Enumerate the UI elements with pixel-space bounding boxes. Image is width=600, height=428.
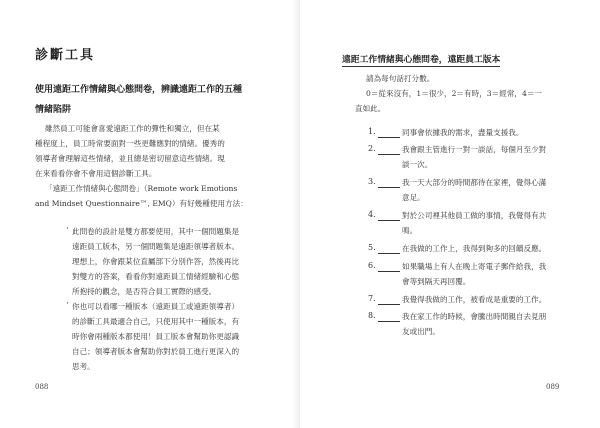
bullet-line: 思考。 bbox=[72, 362, 95, 371]
intro-line: 種程度上，員工時常要面對一些更難應對的情緒。優秀的 bbox=[35, 139, 225, 148]
score-blank[interactable] bbox=[378, 271, 400, 272]
score-blank[interactable] bbox=[378, 154, 400, 155]
bullet-line: 此問卷的設計是雙方都要使用，其中一個問題集是 bbox=[72, 227, 240, 236]
item-text: 同事會依據我的需求，盡量支援我。 bbox=[402, 128, 524, 137]
bullet-dot: · bbox=[66, 224, 69, 234]
page-number-left: 088 bbox=[35, 383, 49, 391]
right-page bbox=[300, 0, 600, 428]
item-text: 友或出門。 bbox=[402, 327, 440, 336]
item-number: 6. bbox=[368, 261, 376, 270]
lead-heading-line-1: 使用遠距工作情緒與心態問卷，辨識遠距工作的五種 bbox=[35, 85, 243, 95]
item-text: 如果職場上有人在晚上寄電子郵件給我，我 bbox=[402, 262, 547, 271]
item-text: 我會跟主管進行一對一談話，每個月至少對 bbox=[402, 145, 547, 154]
lead-heading-line-2: 情緒陷阱 bbox=[35, 105, 72, 115]
section-title: 診斷工具 bbox=[35, 48, 96, 63]
item-number: 4. bbox=[368, 210, 376, 219]
item-text: 對於公司裡其他員工做的事情，我覺得有共 bbox=[402, 211, 547, 220]
intro-line: 雖然員工可能會喜愛遠距工作的彈性和獨立，但在某 bbox=[45, 124, 220, 133]
score-blank[interactable] bbox=[378, 137, 400, 138]
score-blank[interactable] bbox=[378, 220, 400, 221]
bullet-line: 遠距員工版本，另一個問題集是遠距領導者版本。 bbox=[72, 242, 240, 251]
intro-line: and Mindset Questionnaire™, EMQ）有好幾種使用方法： bbox=[35, 199, 248, 208]
item-text: 我在家工作的時候，會騰出時間親自去見朋 bbox=[402, 312, 547, 321]
intro-line: 「遠距工作情緒與心態問卷」（Remote work Emotions bbox=[45, 184, 238, 193]
score-blank[interactable] bbox=[378, 253, 400, 254]
item-number: 5. bbox=[368, 243, 376, 252]
item-number: 7. bbox=[368, 294, 376, 303]
item-text: 意足。 bbox=[402, 193, 425, 202]
bullet-line: 所抱持的觀念，是否符合員工實際的感受。 bbox=[72, 287, 217, 296]
item-text: 我覺得我做的工作，被看成是重要的工作。 bbox=[402, 295, 547, 304]
page-number-right: 089 bbox=[546, 383, 560, 391]
intro-line: 領導者會理解這些情緒，並且總是密切留意這些情緒。現 bbox=[35, 154, 225, 163]
item-text: 談一次。 bbox=[402, 160, 433, 169]
item-number: 3. bbox=[368, 177, 376, 186]
bullet-dot: · bbox=[66, 299, 69, 309]
bullet-line: 你也可以看哪一種版本（遠距員工或遠距領導者） bbox=[72, 302, 240, 311]
bullet-line: 自己；領導者版本會幫助你對於員工進行更深入的 bbox=[72, 347, 240, 356]
questionnaire-title: 遠距工作情緒與心態問卷，遠距員工版本 bbox=[342, 52, 500, 67]
item-number: 8. bbox=[368, 311, 376, 320]
bullet-line: 理想上，你會跟某位直屬部下分別作答，然後再比 bbox=[72, 257, 240, 266]
item-number: 1. bbox=[368, 127, 376, 136]
bullet-line: 的診斷工具最適合自己，只使用其中一種版本，有 bbox=[72, 317, 240, 326]
intro-line: 在來看看你會不會用這個診斷工具。 bbox=[35, 169, 157, 178]
instruction-line: 直如此。 bbox=[355, 104, 386, 113]
score-blank[interactable] bbox=[378, 304, 400, 305]
item-text: 我一天大部分的時間都待在家裡，覺得心滿 bbox=[402, 178, 547, 187]
item-text: 在我做的工作上，我得到夠多的回饋反應。 bbox=[402, 244, 547, 253]
bullet-line: 時你會兩種版本都使用！員工版本會幫助你更認識 bbox=[72, 332, 240, 341]
bullet-line: 對雙方的答案，看看你對遠距員工情緒經驗和心態 bbox=[72, 272, 240, 281]
score-blank[interactable] bbox=[378, 321, 400, 322]
item-text: 鳴。 bbox=[402, 226, 418, 235]
score-blank[interactable] bbox=[378, 187, 400, 188]
item-number: 2. bbox=[368, 144, 376, 153]
instruction-line: 0＝從來沒有，1＝很少，2＝有時，3＝經常，4＝一 bbox=[366, 89, 543, 98]
item-text: 會等到隔天再回覆。 bbox=[402, 277, 471, 286]
instruction-line: 請為每句話打分數。 bbox=[366, 74, 435, 83]
